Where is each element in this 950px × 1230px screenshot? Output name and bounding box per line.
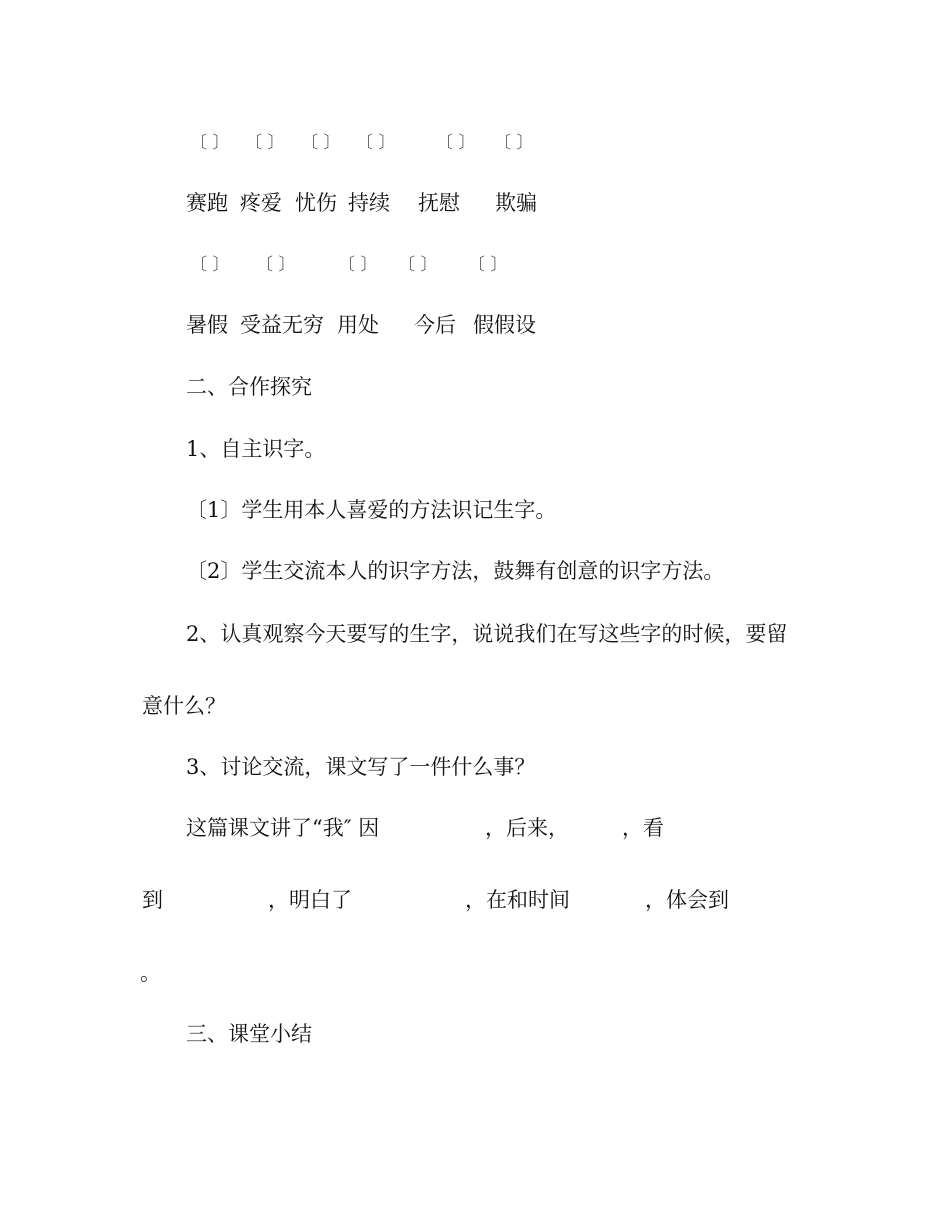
vocab-word: 今后	[414, 313, 456, 337]
pinyin-blank: 〔 〕	[301, 133, 341, 153]
pinyin-blank: 〔 〕	[245, 133, 285, 153]
vocab-word: 忧伤	[295, 191, 337, 215]
pinyin-blank: 〔 〕	[494, 133, 534, 153]
list-subitem: 〔2〕学生交流本人的识字方法，鼓舞有创意的识字方法。	[186, 559, 725, 583]
pinyin-blank: 〔 〕	[190, 133, 230, 153]
pinyin-blank: 〔 〕	[190, 255, 230, 275]
fill-blank-text: 这篇课文讲了“我″ 因	[186, 816, 380, 840]
vocab-word: 疼爱	[240, 191, 282, 215]
fill-blank-text: ，看	[622, 816, 664, 840]
pinyin-blank: 〔 〕	[436, 133, 476, 153]
pinyin-blank: 〔 〕	[338, 255, 378, 275]
list-item: 1、自主识字。	[186, 437, 326, 461]
pinyin-blank: 〔 〕	[256, 255, 296, 275]
vocab-word: 赛跑	[186, 191, 228, 215]
pinyin-blank: 〔 〕	[398, 255, 438, 275]
fill-blank-text: ，在和时间	[465, 888, 570, 912]
pinyin-blank: 〔 〕	[356, 133, 396, 153]
section-heading: 三、课堂小结	[186, 1022, 312, 1046]
pinyin-blank: 〔 〕	[468, 255, 508, 275]
fill-blank-text: ，体会到	[645, 888, 729, 912]
fill-blank-text: 到	[142, 888, 163, 912]
fill-blank-text: 。	[140, 961, 161, 985]
section-heading: 二、合作探究	[186, 375, 312, 399]
list-item: 3、讨论交流，课文写了一件什么事？	[186, 755, 536, 779]
list-item: 2、认真观察今天要写的生字，说说我们在写这些字的时候，要留	[186, 622, 788, 646]
vocab-word: 欺骗	[495, 191, 537, 215]
vocab-word: 暑假	[186, 313, 228, 337]
list-subitem: 〔1〕学生用本人喜爱的方法识记生字。	[186, 498, 557, 522]
vocab-word: 抚慰	[418, 191, 460, 215]
vocab-word: 受益无穷	[240, 313, 324, 337]
vocab-word: 持续	[348, 191, 390, 215]
vocab-word: 假假设	[473, 313, 536, 337]
vocab-word: 用处	[337, 313, 379, 337]
fill-blank-text: ，明白了	[268, 888, 352, 912]
fill-blank-text: ，后来，	[485, 816, 569, 840]
list-item-continuation: 意什么？	[142, 694, 226, 718]
